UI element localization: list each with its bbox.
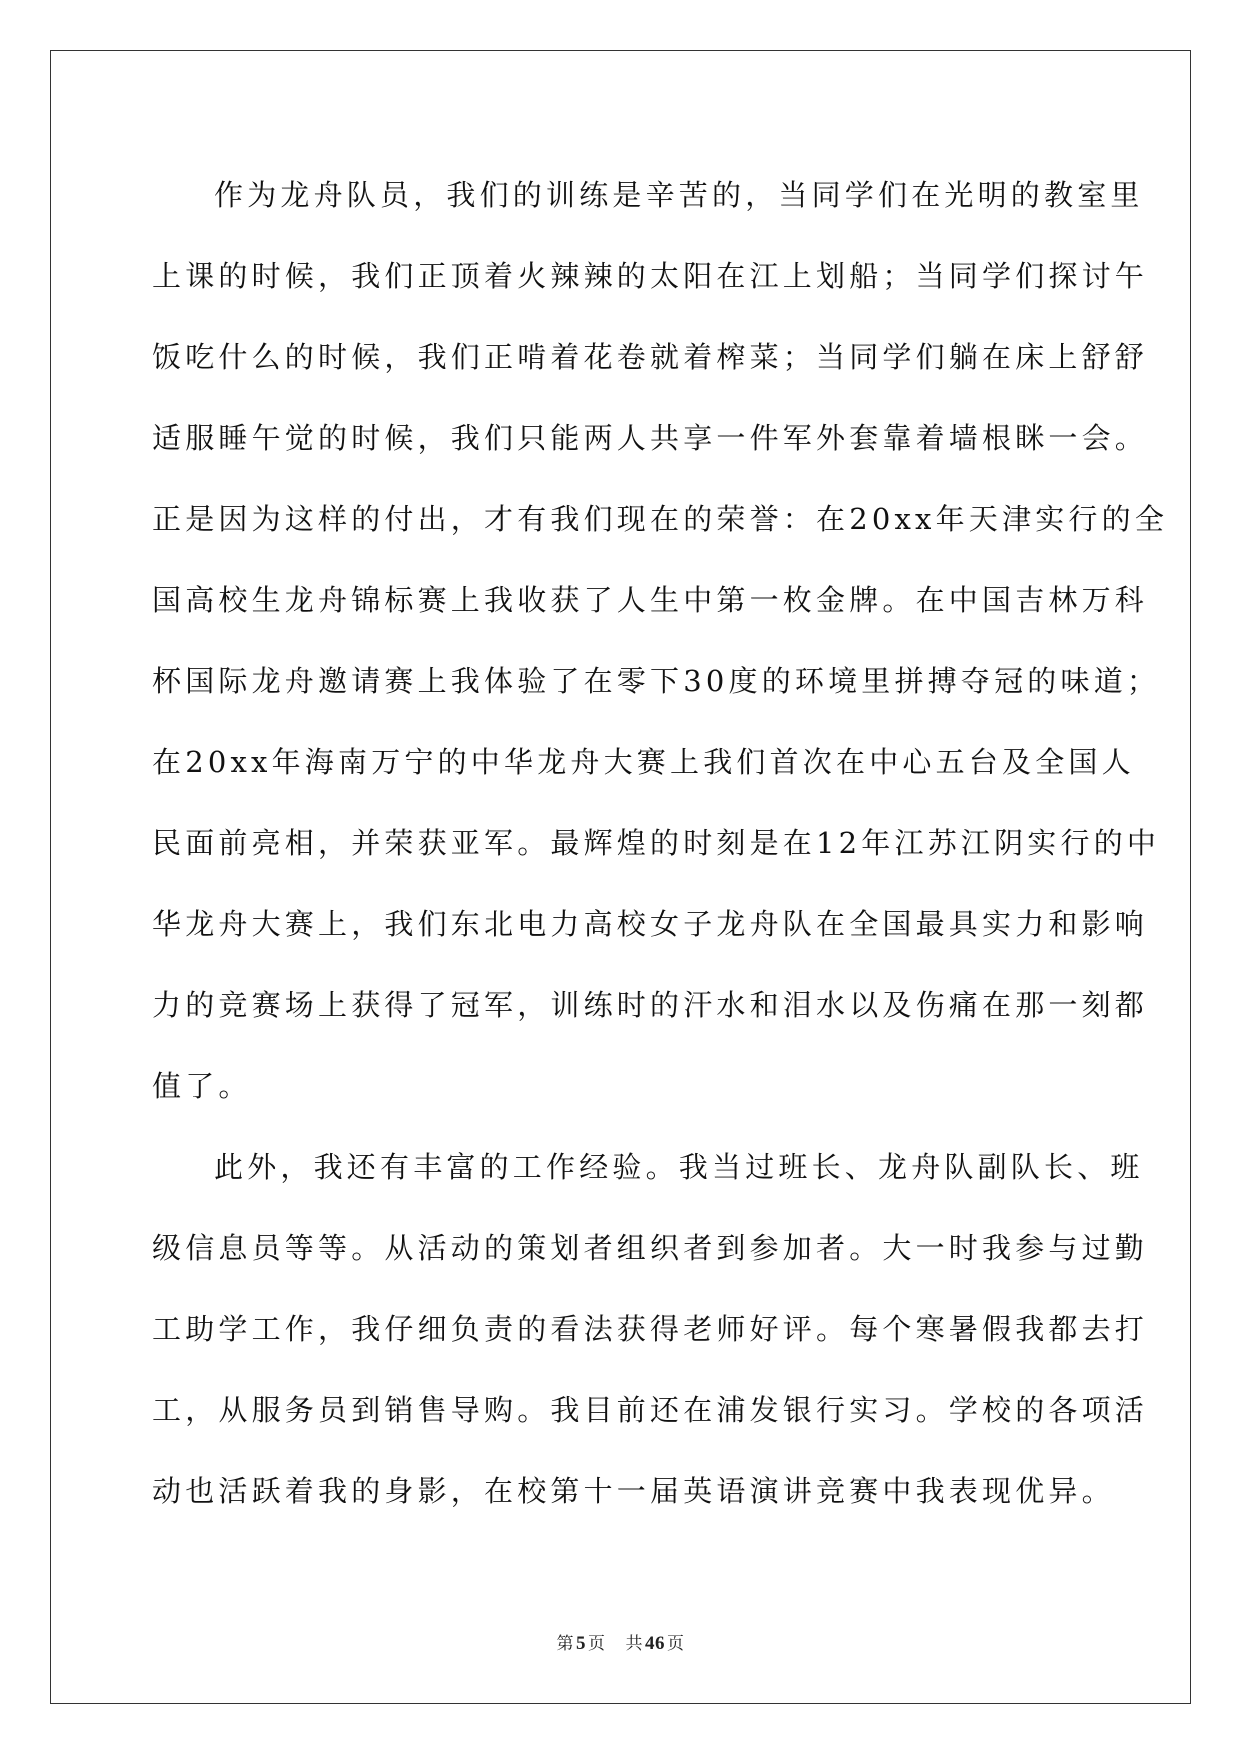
- text-line: 饭吃什么的时候，我们正啃着花卷就着榨菜；当同学们躺在床上舒舒: [152, 340, 1149, 374]
- paragraph-1: [152, 155, 1169, 1127]
- text-line: 正是因为这样的付出，才有我们现在的荣誉：在20xx年天津实行的全: [152, 502, 1169, 536]
- text-line: 力的竞赛场上获得了冠军，训练时的汗水和泪水以及伤痛在那一刻都: [152, 988, 1149, 1022]
- paragraph-2: [152, 1127, 1149, 1532]
- text-line: 上课的时候，我们正顶着火辣辣的太阳在江上划船；当同学们探讨午: [152, 259, 1149, 293]
- total-prefix: 共: [625, 1634, 643, 1654]
- document-body: [152, 155, 1169, 1532]
- text-line: 级信息员等等。从活动的策划者组织者到参加者。大一时我参与过勤: [152, 1231, 1149, 1265]
- text-line: 值了。: [152, 1069, 252, 1103]
- total-suffix: 页: [667, 1634, 685, 1654]
- page-number: 5: [576, 1633, 586, 1654]
- page-footer: [0, 1629, 1241, 1655]
- text-line: 适服睡午觉的时候，我们只能两人共享一件军外套靠着墙根眯一会。: [152, 421, 1149, 455]
- text-line: 工助学工作，我仔细负责的看法获得老师好评。每个寒暑假我都去打: [152, 1312, 1149, 1346]
- text-line: 在20xx年海南万宁的中华龙舟大赛上我们首次在中心五台及全国人: [152, 745, 1135, 779]
- total-pages: 46: [645, 1633, 665, 1654]
- text-line: 工，从服务员到销售导购。我目前还在浦发银行实习。学校的各项活: [152, 1393, 1149, 1427]
- text-line: 作为龙舟队员，我们的训练是辛苦的，当同学们在光明的教室里: [214, 178, 1144, 212]
- text-line: 国高校生龙舟锦标赛上我收获了人生中第一枚金牌。在中国吉林万科: [152, 583, 1149, 617]
- text-line: 动也活跃着我的身影，在校第十一届英语演讲竞赛中我表现优异。: [152, 1474, 1115, 1508]
- text-line: 民面前亮相，并荣获亚军。最辉煌的时刻是在12年江苏江阴实行的中: [152, 826, 1161, 860]
- text-line: 此外，我还有丰富的工作经验。我当过班长、龙舟队副队长、班: [214, 1150, 1144, 1184]
- text-line: 华龙舟大赛上，我们东北电力高校女子龙舟队在全国最具实力和影响: [152, 907, 1149, 941]
- page-prefix: 第: [556, 1634, 574, 1654]
- text-line: 杯国际龙舟邀请赛上我体验了在零下30度的环境里拼搏夺冠的味道；: [152, 664, 1161, 698]
- page-suffix: 页: [588, 1634, 606, 1654]
